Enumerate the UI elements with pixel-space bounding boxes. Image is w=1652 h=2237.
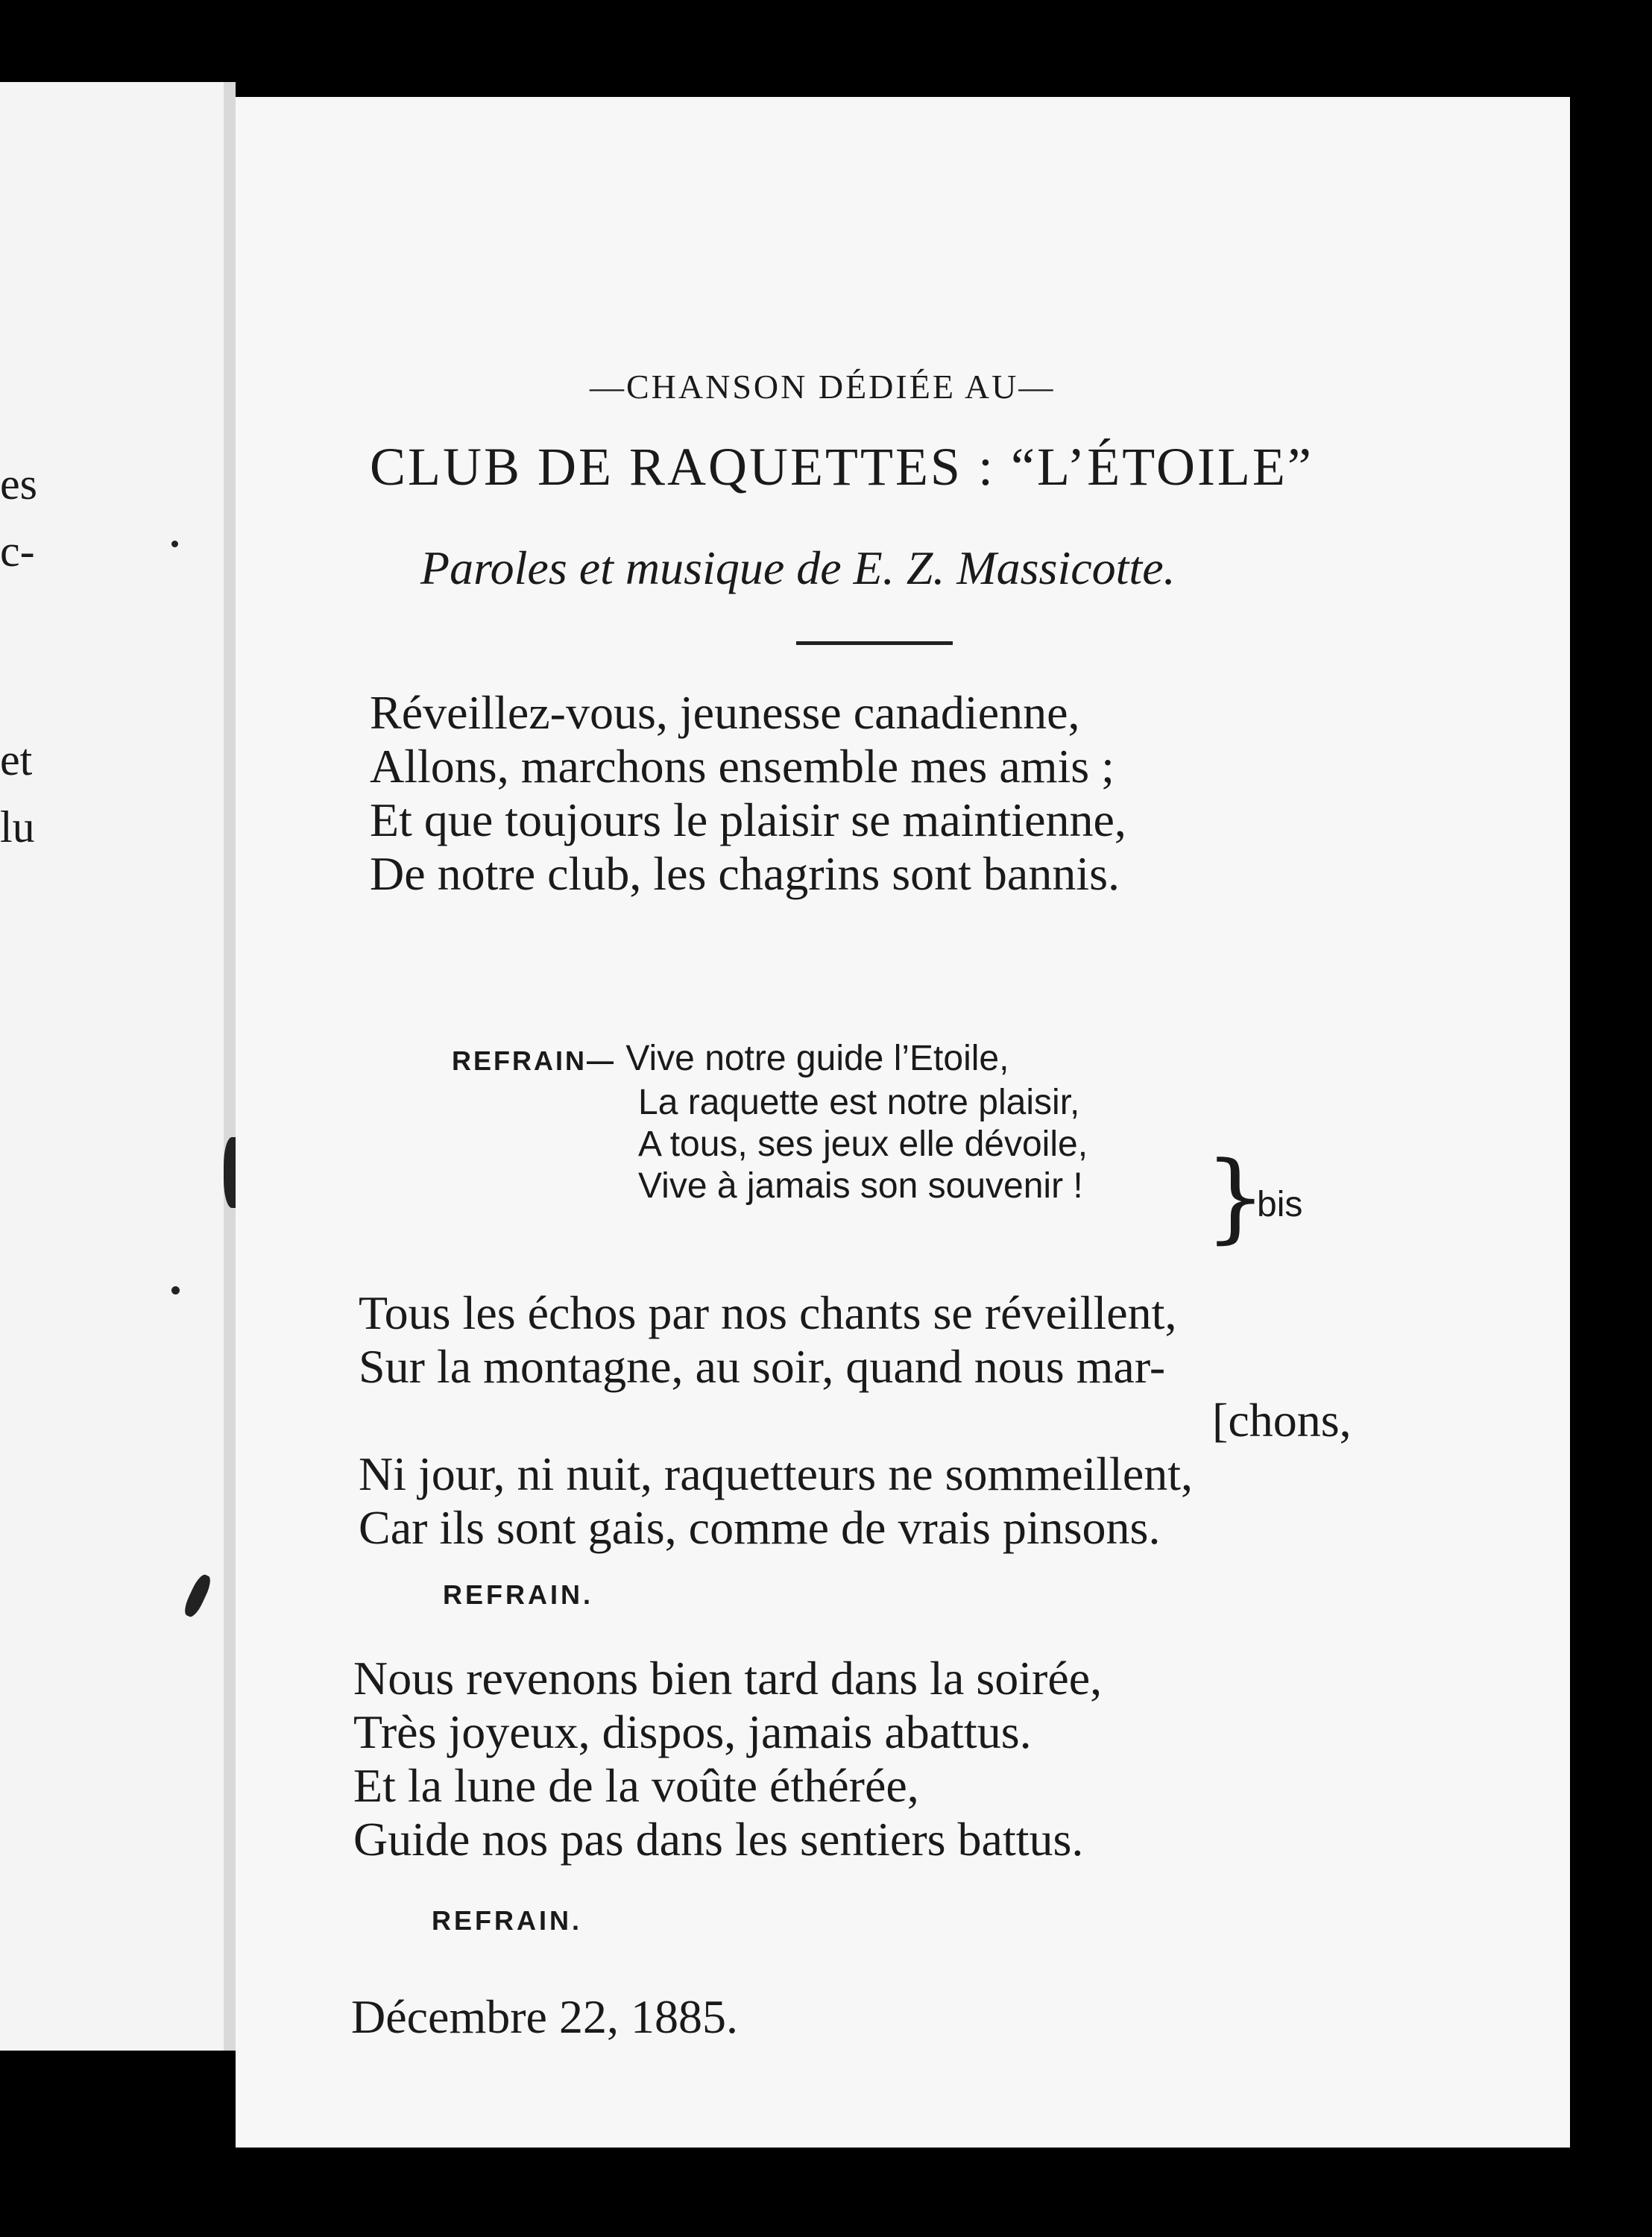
refrain-label: REFRAIN—: [452, 1045, 616, 1076]
left-page-fragment: lu: [0, 802, 35, 852]
date-line: Décembre 22, 1885.: [351, 1990, 738, 2043]
verse-line: Nous revenons bien tard dans la soirée,: [353, 1652, 1103, 1705]
left-page-edge: [0, 82, 224, 2051]
song-page: [236, 97, 1570, 2148]
stanza-3: [353, 1652, 1102, 1866]
verse-line: Ni jour, ni nuit, raquetteurs ne sommeillent,: [359, 1447, 1193, 1500]
verse-line: De notre club, les chagrins sont bannis.: [370, 847, 1120, 900]
dedication-line: —CHANSON DÉDIÉE AU—: [590, 368, 1056, 406]
stanza-1: [370, 686, 1126, 901]
refrain-marker: REFRAIN.: [432, 1905, 582, 1936]
author-credit: Paroles et musique de E. Z. Massicotte.: [420, 541, 1176, 594]
binding-mark: [171, 1286, 180, 1294]
verse-line: Très joyeux, dispos, jamais abattus.: [353, 1705, 1032, 1758]
verse-line: Réveillez-vous, jeunesse canadienne,: [370, 686, 1080, 739]
left-page-fragment: es: [0, 459, 37, 509]
verse-line: Guide nos pas dans les sentiers battus.: [353, 1813, 1084, 1866]
club-title: CLUB DE RAQUETTES : “L’ÉTOILE”: [370, 437, 1314, 497]
refrain-line: La raquette est notre plaisir,: [638, 1083, 1080, 1122]
binding-mark: [171, 541, 178, 547]
verse-line: Allons, marchons ensemble mes amis ;: [370, 740, 1115, 793]
repeat-marker: bis: [1257, 1185, 1303, 1224]
verse-line: Sur la montagne, au soir, quand nous mar-: [359, 1340, 1166, 1393]
left-page-fragment: c-: [0, 526, 35, 576]
verse-line: Car ils sont gais, comme de vrais pinsons.: [359, 1501, 1161, 1554]
verse-line-continuation: [chons,: [1212, 1394, 1352, 1447]
refrain-marker: REFRAIN.: [443, 1579, 593, 1610]
divider-rule: [796, 641, 953, 645]
refrain-line: A tous, ses jeux elle dévoile,: [638, 1124, 1088, 1164]
refrain-line: Vive à jamais son souvenir !: [638, 1166, 1083, 1206]
verse-line: Et que toujours le plaisir se maintienne,: [370, 793, 1126, 846]
book-gutter: [224, 82, 236, 2051]
stanza-2: [359, 1286, 1352, 1555]
left-page-fragment: et: [0, 735, 33, 784]
verse-line: Tous les échos par nos chants se réveillent,: [359, 1286, 1177, 1339]
refrain-line: Vive notre guide l’Etoile,: [625, 1039, 1009, 1078]
repeat-brace: }: [1205, 1140, 1267, 1253]
verse-line: Et la lune de la voûte éthérée,: [353, 1759, 919, 1812]
refrain-block: [452, 1038, 1088, 1207]
